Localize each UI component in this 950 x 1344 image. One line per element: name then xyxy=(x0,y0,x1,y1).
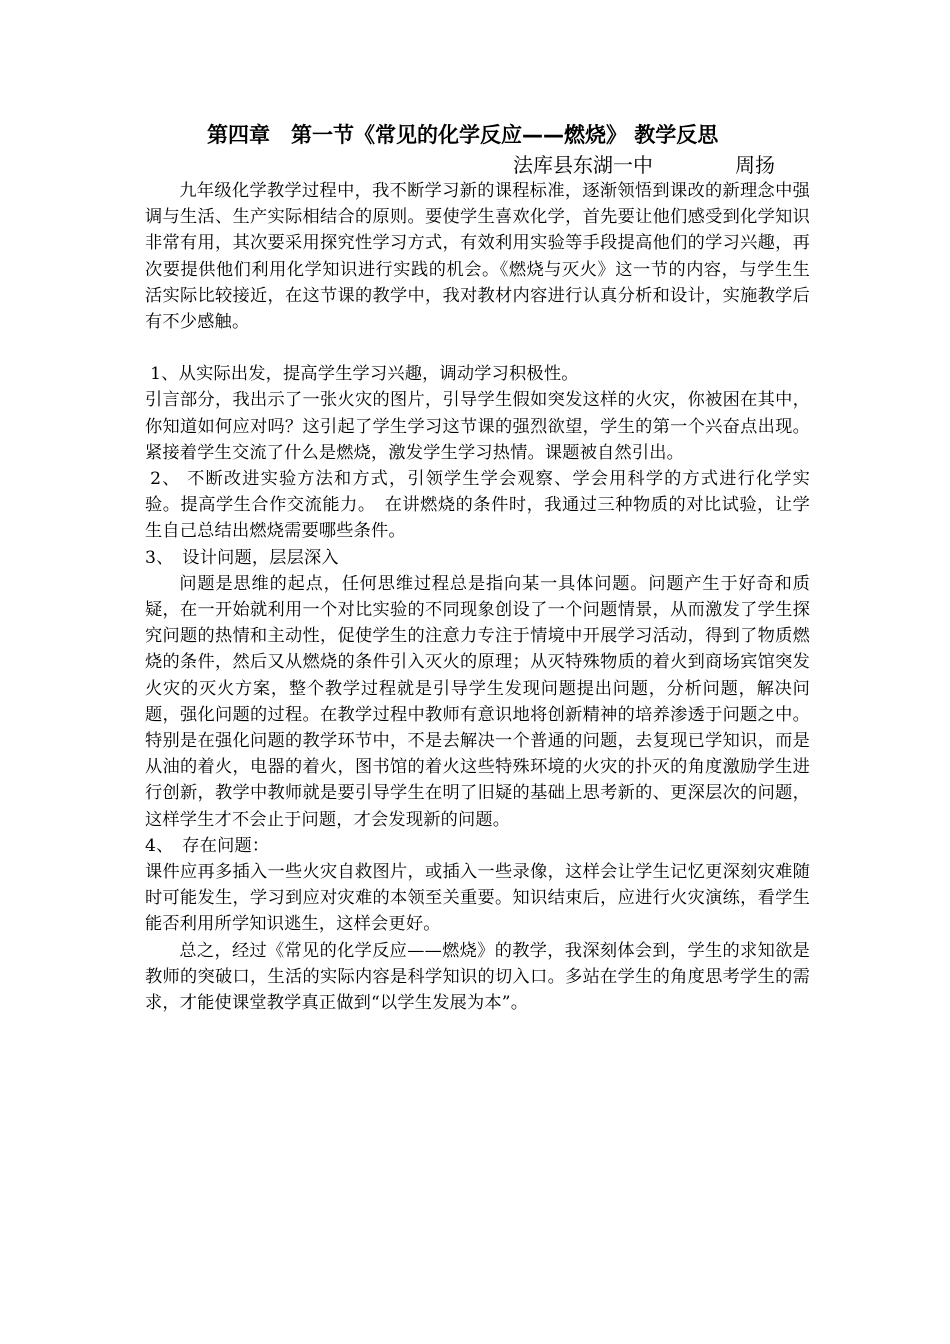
section3-heading: 3、 设计问题，层层深入 xyxy=(145,547,339,568)
author-name: 周扬 xyxy=(735,153,775,177)
byline xyxy=(513,152,810,178)
school-name: 法库县东湖一中 xyxy=(513,153,653,177)
conclusion-paragraph: 总之，经过《常见的化学反应——燃烧》的教学，我深刻体会到，学生的求知欲是教师的突破口，生活的实际内容是科学知识的切入口。多站在学生的角度思考学生的需求，才能使课堂教学真正做到“以学生发展为本”。 xyxy=(145,940,810,1014)
section4-body: 课件应再多插入一些火灾自救图片，或插入一些录像，这样会让学生记忆更深刻灾难随时可能发生，学习到应对灾难的本领至关重要。知识结束后，应进行火灾演练，看学生能否利用所学知识逃生，这样会更好。 xyxy=(145,862,810,935)
section2-paragraph: 2、 不断改进实验方法和方式，引领学生学会观察、学会用科学的方式进行化学实验。提高学生合作交流能力。 在讲燃烧的条件时，我通过三种物质的对比试验，让学生自己总结出燃烧需要哪些条件。 xyxy=(145,469,810,542)
document-page xyxy=(145,118,810,1016)
section1-body: 引言部分，我出示了一张火灾的图片，引导学生假如突发这样的火灾，你被困在其中，你知道如何应对吗？这引起了学生学习这节课的强烈欲望，学生的第一个兴奋点出现。紧接着学生交流了什么是燃烧，激发学生学习热情。课题被自然引出。 xyxy=(145,390,810,463)
intro-paragraph: 九年级化学教学过程中，我不断学习新的课程标准，逐渐领悟到课改的新理念中强调与生活、生产实际相结合的原则。要使学生喜欢化学，首先要让他们感受到化学知识非常有用，其次要采用探究性学习方式，有效利用实验等手段提高他们的学习兴趣，再次要提供他们利用化学知识进行实践的机会。《燃烧与灭火》这一节的内容，与学生生活实际比较接近，在这节课的教学中，我对教材内容进行认真分析和设计，实施教学后有不少感触。 xyxy=(145,181,810,333)
document-title: 第四章 第一节《常见的化学反应——燃烧》 教学反思 xyxy=(207,123,719,147)
section4-heading: 4、 存在问题： xyxy=(145,835,270,856)
section1-heading: 1、从实际出发，提高学生学习兴趣，调动学习积极性。 xyxy=(150,364,579,385)
blank-line xyxy=(145,335,810,361)
section3-body: 问题是思维的起点，任何思维过程总是指向某一具体问题。问题产生于好奇和质疑，在一开始就利用一个对比实验的不同现象创设了一个问题情景，从而激发了学生探究问题的热情和主动性，促使学生的注意力专注于情境中开展学习活动，得到了物质燃烧的条件，然后又从燃烧的条件引入灭火的原理；从灭特殊物质的着火到商场宾馆突发火灾的灭火方案，整个教学过程就是引导学生发现问题提出问题，分析问题，解决问题，强化问题的过程。在教学过程中教师有意识地将创新精神的培养渗透于问题之中。特别是在强化问题的教学环节中，不是去解决一个普通的问题，去复现已学知识，而是从油的着火，电器的着火，图书馆的着火这些特殊环境的火灾的扑灭的角度激励学生进行创新，教学中教师就是要引导学生在明了旧疑的基础上思考新的、更深层次的问题，这样学生才不会止于问题，才会发现新的问题。 xyxy=(145,573,810,830)
